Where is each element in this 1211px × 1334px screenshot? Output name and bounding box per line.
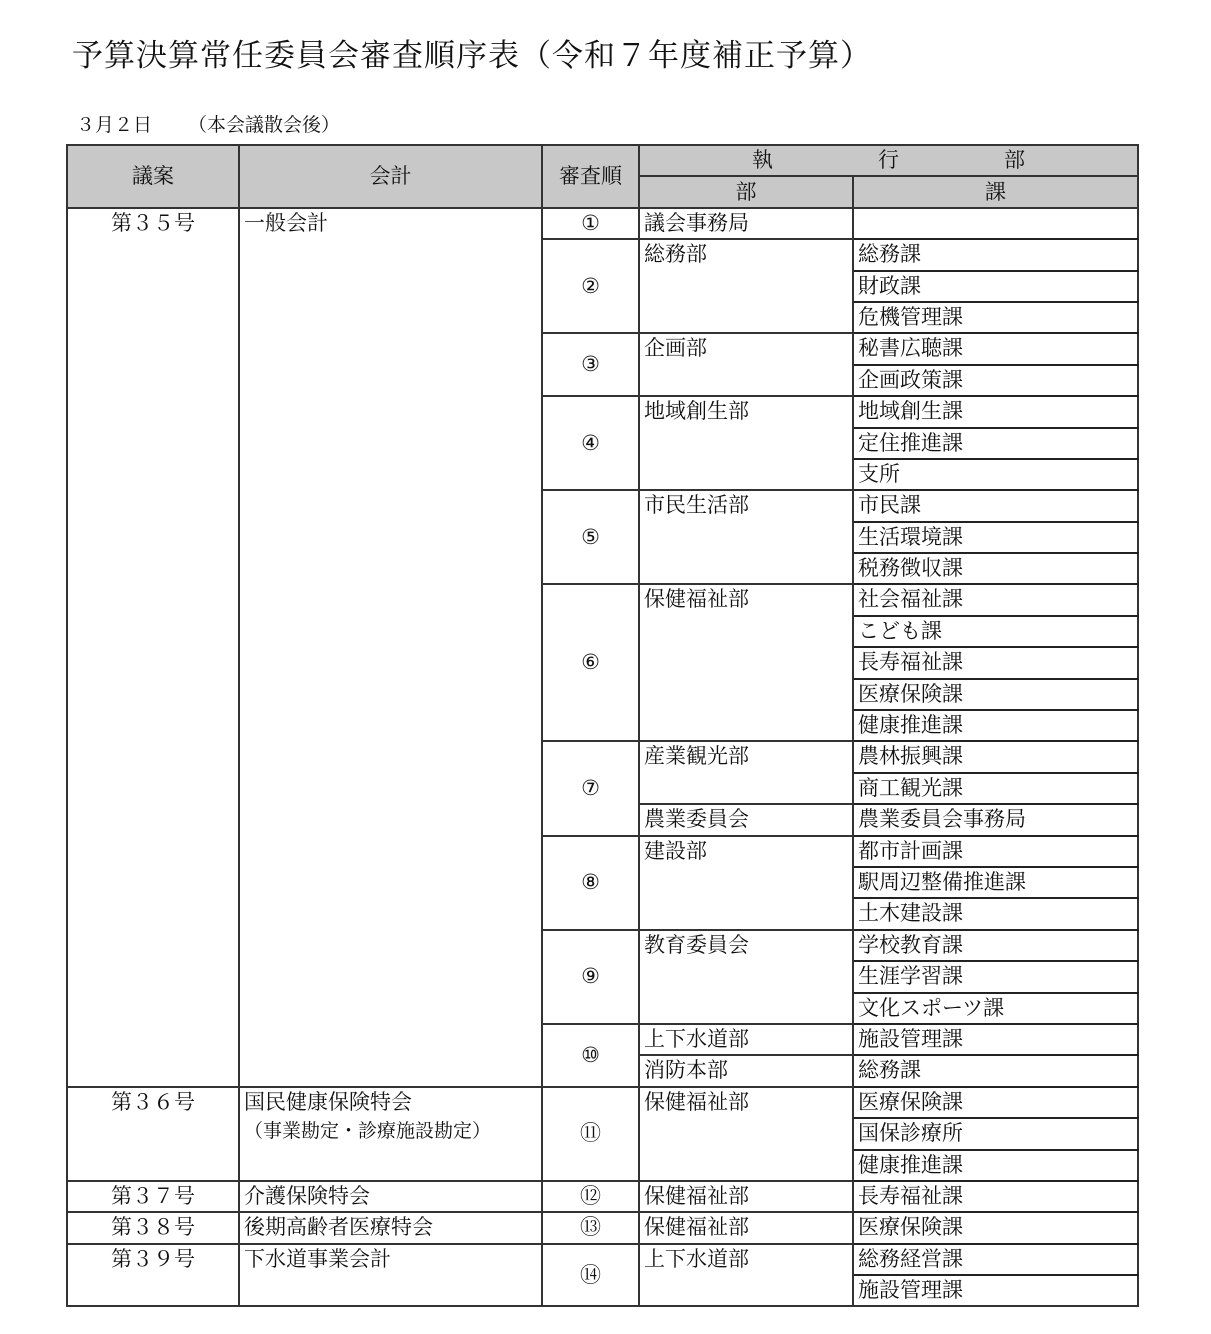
review-order: ⑭	[542, 1244, 639, 1307]
department: 保健福祉部	[639, 1181, 853, 1212]
meeting-timing: （本会議散会後）	[188, 114, 341, 136]
bill-number: 第３７号	[67, 1181, 239, 1212]
department: 総務部	[639, 239, 853, 333]
review-order: ⑥	[542, 584, 639, 741]
review-order: ⑩	[542, 1024, 639, 1087]
section: 社会福祉課	[853, 584, 1138, 615]
section: 医療保険課	[853, 1087, 1138, 1118]
account-cell	[239, 1244, 542, 1307]
section: 長寿福祉課	[853, 1181, 1138, 1212]
section: 施設管理課	[853, 1275, 1138, 1306]
department: 地域創生部	[639, 396, 853, 490]
account-name: 国民健康保険特会	[244, 1089, 412, 1114]
review-order: ⑬	[542, 1212, 639, 1243]
section: 税務徴収課	[853, 553, 1138, 584]
account-name: 一般会計	[244, 210, 328, 235]
department: 建設部	[639, 836, 853, 930]
review-order: ①	[542, 208, 639, 239]
section: 商工観光課	[853, 773, 1138, 804]
department: 農業委員会	[639, 804, 853, 835]
bill-number: 第３５号	[67, 208, 239, 1087]
bill-number: 第３８号	[67, 1212, 239, 1243]
review-order: ⑪	[542, 1087, 639, 1181]
review-order: ④	[542, 396, 639, 490]
table-row	[67, 1212, 1138, 1243]
account-cell	[239, 1181, 542, 1212]
section: 定住推進課	[853, 428, 1138, 459]
table-row	[67, 1181, 1138, 1212]
header-account: 会計	[239, 145, 542, 208]
account-cell	[239, 1087, 542, 1181]
section: 健康推進課	[853, 1150, 1138, 1181]
section: こども課	[853, 616, 1138, 647]
header-bill: 議案	[67, 145, 239, 208]
department: 保健福祉部	[639, 584, 853, 741]
section: 駅周辺整備推進課	[853, 867, 1138, 898]
section: 企画政策課	[853, 365, 1138, 396]
table-row	[67, 208, 1138, 239]
review-order: ⑫	[542, 1181, 639, 1212]
account-cell	[239, 1212, 542, 1243]
header-order: 審査順	[542, 145, 639, 208]
section: 学校教育課	[853, 930, 1138, 961]
section: 健康推進課	[853, 710, 1138, 741]
account-cell	[239, 208, 542, 1087]
review-order: ③	[542, 333, 639, 396]
department: 議会事務局	[639, 208, 853, 239]
bill-number: 第３９号	[67, 1244, 239, 1307]
department: 上下水道部	[639, 1244, 853, 1307]
account-name: 介護保険特会	[244, 1183, 370, 1208]
department: 教育委員会	[639, 930, 853, 1024]
page-title: 予算決算常任委員会審査順序表（令和７年度補正予算）	[72, 38, 872, 74]
section: 長寿福祉課	[853, 647, 1138, 678]
section: 支所	[853, 459, 1138, 490]
section: 土木建設課	[853, 898, 1138, 929]
department: 保健福祉部	[639, 1087, 853, 1181]
section: 秘書広聴課	[853, 333, 1138, 364]
department: 消防本部	[639, 1055, 853, 1086]
header-section: 課	[853, 176, 1138, 207]
bill-number: 第３６号	[67, 1087, 239, 1181]
section: 農業委員会事務局	[853, 804, 1138, 835]
review-order-table	[66, 144, 1139, 1307]
header-exec: 執 行 部	[639, 145, 1138, 176]
review-order: ⑧	[542, 836, 639, 930]
section: 総務経営課	[853, 1244, 1138, 1275]
header-dept: 部	[639, 176, 853, 207]
section: 市民課	[853, 490, 1138, 521]
review-order: ⑨	[542, 930, 639, 1024]
section: 国保診療所	[853, 1118, 1138, 1149]
table-row	[67, 1244, 1138, 1275]
section: 施設管理課	[853, 1024, 1138, 1055]
review-order: ②	[542, 239, 639, 333]
section: 総務課	[853, 1055, 1138, 1086]
date-line	[76, 110, 340, 137]
section: 医療保険課	[853, 679, 1138, 710]
section: 生活環境課	[853, 522, 1138, 553]
section: 医療保険課	[853, 1212, 1138, 1243]
department: 保健福祉部	[639, 1212, 853, 1243]
section: 都市計画課	[853, 836, 1138, 867]
table-row	[67, 1087, 1138, 1118]
section: 文化スポーツ課	[853, 993, 1138, 1024]
account-name: 下水道事業会計	[244, 1246, 391, 1271]
review-order: ⑦	[542, 741, 639, 835]
section: 財政課	[853, 271, 1138, 302]
section	[853, 208, 1138, 239]
department: 上下水道部	[639, 1024, 853, 1055]
department: 市民生活部	[639, 490, 853, 584]
account-subtitle: （事業勘定・診療施設勘定）	[244, 1119, 492, 1142]
department: 企画部	[639, 333, 853, 396]
section: 危機管理課	[853, 302, 1138, 333]
section: 農林振興課	[853, 741, 1138, 772]
section: 生涯学習課	[853, 961, 1138, 992]
review-order: ⑤	[542, 490, 639, 584]
department: 産業観光部	[639, 741, 853, 804]
section: 地域創生課	[853, 396, 1138, 427]
meeting-date: ３月２日	[76, 114, 153, 136]
section: 総務課	[853, 239, 1138, 270]
account-name: 後期高齢者医療特会	[244, 1215, 433, 1240]
